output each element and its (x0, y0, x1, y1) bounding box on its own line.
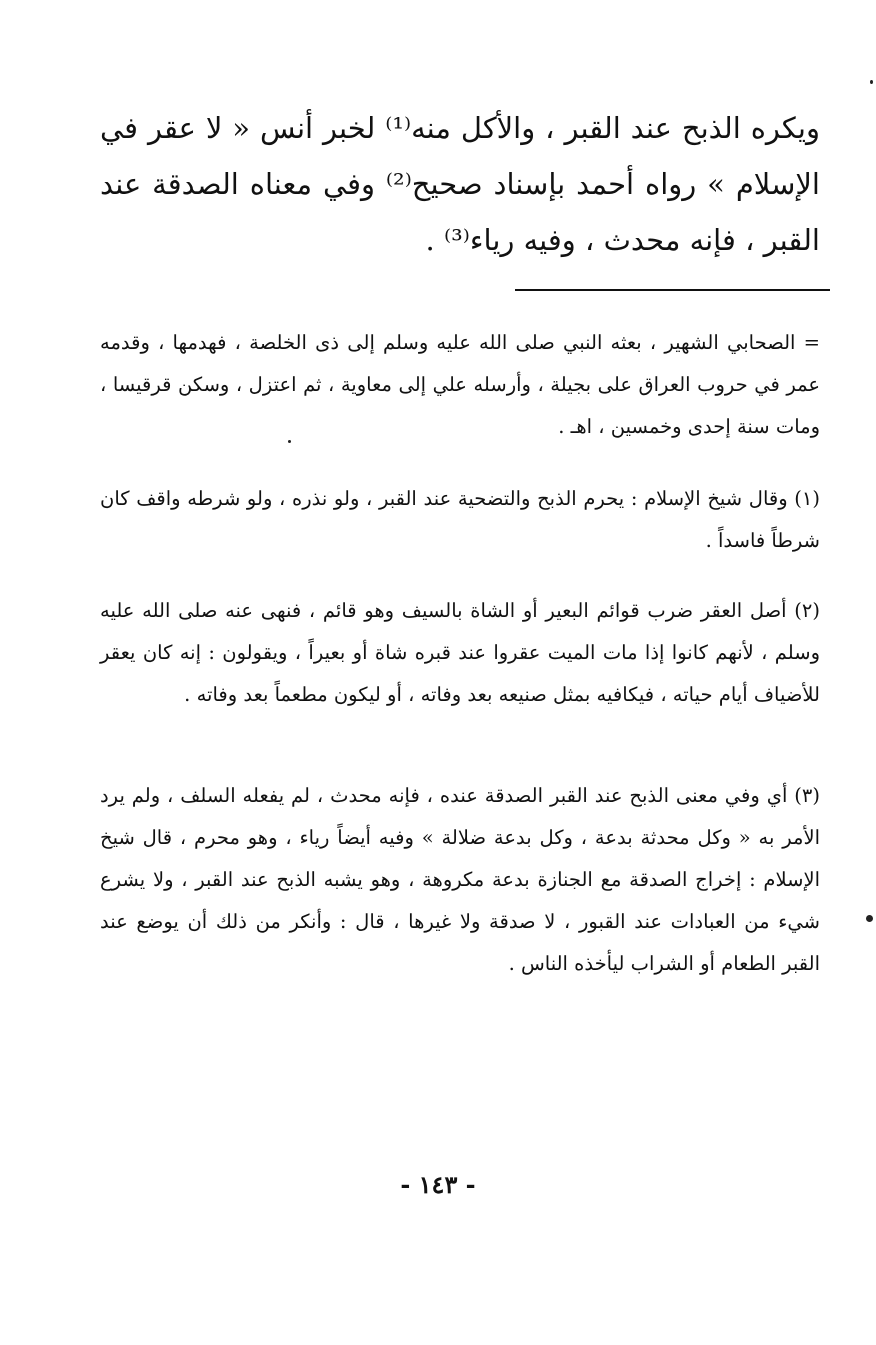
footnote-1: (١) وقال شيخ الإسلام : يحرم الذبح والتضحية عند القبر ، ولو نذره ، ولو شرطه واقف كان شرطاً فاسداً . (100, 487, 820, 552)
footnote-2: (٢) أصل العقر ضرب قوائم البعير أو الشاة بالسيف وهو قائم ، فنهى عنه صلى الله عليه وسلم ، لأنهم كانوا إذا مات الميت عقروا عند قبره شاة أو بعيراً ، ويقولون : إنه كان يعقر للأضياف أيام حياته ، فيكافيه بمثل صنيعه بعد وفاته ، أو ليكون مطعماً بعد وفاته . (100, 599, 820, 706)
scan-speck (288, 440, 291, 443)
footnote-3: (٣) أي وفي معنى الذبح عند القبر الصدقة عنده ، فإنه محدث ، لم يفعله السلف ، ولم يرد الأمر به « وكل محدثة بدعة ، وكل بدعة ضلالة » وفيه أيضاً رياء ، وهو محرم ، قال شيخ الإسلام : إخراج الصدقة مع الجنازة بدعة مكروهة ، وهو يشبه الذبح عند القبر ، ولا يشرع شيء من العبادات عند القبور ، لا صدقة ولا غيرها ، قال : وأنكر من ذلك أن يوضع عند القبر الطعام أو الشراب ليأخذه الناس . (100, 784, 820, 975)
footnote-continued: = الصحابي الشهير ، بعثه النبي صلى الله عليه وسلم إلى ذى الخلصة ، فهدمها ، وقدمه عمر في حروب العراق على بجيلة ، وأرسله علي إلى معاوية ، ثم اعتزل ، وسكن قرقيسا ، ومات سنة إحدى وخمسين ، اهـ . (100, 331, 820, 438)
scan-speck (870, 80, 873, 84)
scan-speck (866, 915, 873, 922)
main-text: ويكره الذبح عند القبر ، والأكل منه⁽¹⁾ لخبر أنس « لا عقر في الإسلام » رواه أحمد بإسناد صحيح⁽²⁾ وفي معناه الصدقة عند القبر ، فإنه محدث ، وفيه رياء⁽³⁾ . (100, 111, 820, 257)
page-number: - ١٤٣ - (400, 1170, 476, 1199)
footnote-separator (515, 289, 830, 291)
